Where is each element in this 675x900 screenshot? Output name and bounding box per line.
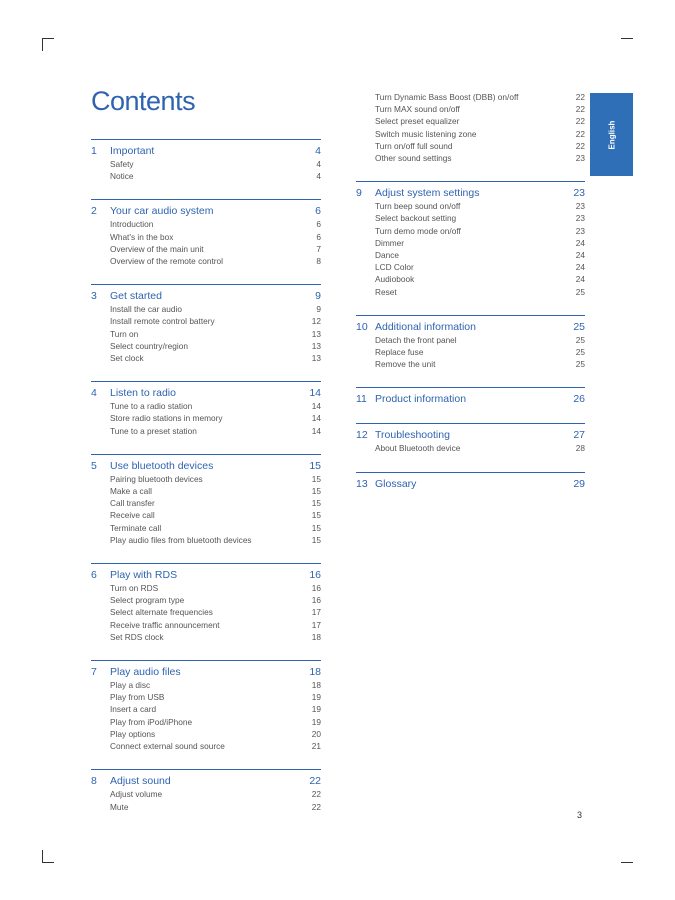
- toc-entry[interactable]: [356, 128, 585, 140]
- toc-entry[interactable]: [91, 631, 321, 643]
- toc-left-column: [91, 139, 321, 830]
- toc-entry-label: Audiobook: [375, 274, 415, 285]
- page-number: 3: [577, 810, 583, 820]
- toc-entry-page: 25: [575, 347, 585, 358]
- toc-entry-label: Call transfer: [110, 498, 155, 509]
- toc-entry-label: Insert a card: [110, 704, 157, 715]
- toc-section-title: Additional information: [375, 320, 476, 333]
- toc-section-number: 8: [91, 775, 97, 788]
- toc-section-title: Listen to radio: [110, 387, 176, 400]
- toc-section: [356, 387, 585, 406]
- toc-entry-page: 6: [316, 231, 321, 242]
- toc-section: [356, 181, 585, 298]
- toc-entry-page: 23: [575, 201, 585, 212]
- toc-entry[interactable]: [91, 788, 321, 800]
- toc-entry-label: Other sound settings: [375, 153, 452, 164]
- toc-entry-page: 22: [575, 128, 585, 139]
- toc-section-title: Use bluetooth devices: [110, 459, 214, 472]
- toc-entry-label: Mute: [110, 801, 129, 812]
- toc-entry-label: Play from iPod/iPhone: [110, 716, 193, 727]
- toc-entry-label: Select country/region: [110, 340, 188, 351]
- toc-entry-page: 21: [311, 741, 321, 752]
- toc-entry-page: 17: [311, 607, 321, 618]
- toc-section-number: 7: [91, 666, 97, 679]
- toc-entry[interactable]: [91, 340, 321, 352]
- toc-entry-page: 15: [311, 510, 321, 521]
- language-tab: [590, 93, 633, 176]
- toc-entry[interactable]: [91, 303, 321, 315]
- toc-entry-label: Introduction: [110, 219, 154, 230]
- toc-section: [91, 199, 321, 267]
- toc-entry-page: 18: [311, 680, 321, 691]
- toc-section-page: 18: [309, 666, 321, 679]
- toc-section-page: 25: [573, 320, 585, 333]
- toc-section-title: Adjust sound: [110, 775, 171, 788]
- toc-section-heading[interactable]: [91, 665, 321, 679]
- toc-section-title: Glossary: [375, 477, 417, 490]
- toc-entry-page: 19: [311, 716, 321, 727]
- toc-section: [91, 769, 321, 812]
- toc-entry-label: Select program type: [110, 595, 185, 606]
- toc-entry-page: 18: [311, 631, 321, 642]
- toc-entry[interactable]: [91, 170, 321, 182]
- toc-entry-page: 6: [316, 219, 321, 230]
- toc-entry[interactable]: [91, 231, 321, 243]
- toc-entry[interactable]: [356, 91, 585, 103]
- toc-entry-page: 22: [311, 801, 321, 812]
- toc-entry-label: Select backout setting: [375, 213, 457, 224]
- toc-entry[interactable]: [91, 315, 321, 327]
- toc-entry[interactable]: [91, 400, 321, 412]
- toc-entry-page: 22: [311, 789, 321, 800]
- toc-section: [356, 315, 585, 371]
- toc-entry[interactable]: [91, 740, 321, 752]
- toc-section-number: 4: [91, 387, 97, 400]
- toc-section: [91, 381, 321, 437]
- toc-entry-page: 7: [316, 243, 321, 254]
- toc-section-heading[interactable]: [91, 459, 321, 473]
- toc-section-page: 9: [315, 290, 321, 303]
- toc-entry[interactable]: [356, 334, 585, 346]
- toc-entry[interactable]: [356, 200, 585, 212]
- toc-section: [356, 472, 585, 491]
- toc-section-heading[interactable]: [356, 320, 585, 334]
- toc-entry-label: LCD Color: [375, 262, 414, 273]
- toc-entry-label: Install remote control battery: [110, 316, 215, 327]
- toc-section-title: Your car audio system: [110, 205, 214, 218]
- toc-entry-label: Detach the front panel: [375, 334, 457, 345]
- toc-section-number: 6: [91, 569, 97, 582]
- toc-section-page: 22: [309, 775, 321, 788]
- toc-entry-page: 14: [311, 425, 321, 436]
- toc-entry-page: 15: [311, 498, 321, 509]
- toc-entry-label: Tune to a preset station: [110, 425, 197, 436]
- toc-section-heading[interactable]: [356, 428, 585, 442]
- toc-section-page: 6: [315, 205, 321, 218]
- toc-entry[interactable]: [356, 286, 585, 298]
- toc-entry-page: 24: [575, 250, 585, 261]
- toc-entry-label: Select preset equalizer: [375, 116, 460, 127]
- toc-entry-label: Receive call: [110, 510, 155, 521]
- toc-entry[interactable]: [91, 679, 321, 691]
- toc-section-title: Adjust system settings: [375, 187, 480, 200]
- toc-section-title: Important: [110, 145, 155, 157]
- toc-section-number: 2: [91, 205, 97, 218]
- toc-entry-page: 14: [311, 401, 321, 412]
- toc-section-title: Troubleshooting: [375, 429, 450, 442]
- toc-entry[interactable]: [356, 358, 585, 370]
- toc-entry[interactable]: [91, 255, 321, 267]
- toc-entry-label: What's in the box: [110, 231, 174, 242]
- toc-section-heading[interactable]: [91, 289, 321, 303]
- toc-entry-page: 13: [311, 353, 321, 364]
- toc-entry-label: Select alternate frequencies: [110, 607, 213, 618]
- toc-entry-label: Connect external sound source: [110, 741, 225, 752]
- toc-entry[interactable]: [91, 243, 321, 255]
- toc-entry-page: 25: [575, 334, 585, 345]
- toc-entry-page: 17: [311, 619, 321, 630]
- toc-section-heading[interactable]: [356, 477, 585, 491]
- toc-section: [356, 423, 585, 454]
- toc-entry[interactable]: [356, 115, 585, 127]
- toc-entry[interactable]: [356, 261, 585, 273]
- toc-entry[interactable]: [356, 442, 585, 454]
- toc-section-page: 4: [315, 145, 321, 157]
- toc-section-page: 14: [309, 387, 321, 400]
- toc-entry[interactable]: [91, 728, 321, 740]
- crop-mark: [42, 862, 54, 863]
- toc-entry-label: Turn MAX sound on/off: [375, 104, 460, 115]
- toc-entry[interactable]: [91, 606, 321, 618]
- toc-entry-page: 23: [575, 213, 585, 224]
- toc-entry-page: 22: [575, 104, 585, 115]
- toc-entry-page: 12: [311, 316, 321, 327]
- toc-entry-page: 14: [311, 413, 321, 424]
- toc-entry-label: About Bluetooth device: [375, 443, 461, 454]
- toc-entry-label: Replace fuse: [375, 347, 424, 358]
- toc-entry-label: Store radio stations in memory: [110, 413, 223, 424]
- toc-entry-page: 16: [311, 595, 321, 606]
- toc-entry-label: Make a call: [110, 486, 152, 497]
- toc-entry-page: 15: [311, 534, 321, 545]
- toc-entry-label: Turn on: [110, 328, 139, 339]
- toc-section-heading[interactable]: [91, 386, 321, 400]
- toc-entry[interactable]: [91, 425, 321, 437]
- toc-entry[interactable]: [356, 225, 585, 237]
- toc-section-number: 12: [356, 429, 368, 442]
- toc-entry-label: Tune to a radio station: [110, 401, 193, 412]
- toc-entry-label: Overview of the main unit: [110, 243, 204, 254]
- toc-entry-page: 24: [575, 262, 585, 273]
- toc-entry-page: 15: [311, 486, 321, 497]
- crop-mark: [42, 38, 43, 51]
- toc-entry[interactable]: [91, 328, 321, 340]
- toc-entry-label: Play audio files from bluetooth devices: [110, 534, 252, 545]
- toc-entry-label: Remove the unit: [375, 359, 436, 370]
- toc-entry-page: 19: [311, 704, 321, 715]
- toc-entry[interactable]: [91, 594, 321, 606]
- toc-entry-label: Reset: [375, 286, 397, 297]
- crop-mark: [42, 38, 54, 39]
- toc-entry[interactable]: [356, 103, 585, 115]
- toc-entry-page: 24: [575, 274, 585, 285]
- toc-entry-label: Install the car audio: [110, 304, 182, 315]
- toc-entry[interactable]: [91, 619, 321, 631]
- crop-mark: [621, 862, 633, 863]
- toc-section-heading[interactable]: [91, 144, 321, 158]
- toc-section-heading[interactable]: [91, 568, 321, 582]
- toc-entry[interactable]: [356, 273, 585, 285]
- toc-section-page: 27: [573, 429, 585, 442]
- toc-section-title: Play with RDS: [110, 569, 178, 582]
- toc-entry-label: Turn Dynamic Bass Boost (DBB) on/off: [375, 92, 519, 102]
- toc-entry-page: 22: [575, 140, 585, 151]
- toc-entry[interactable]: [91, 509, 321, 521]
- toc-entry[interactable]: [356, 346, 585, 358]
- toc-entry-label: Receive traffic announcement: [110, 619, 220, 630]
- toc-entry-page: 19: [311, 692, 321, 703]
- toc-entry-label: Pairing bluetooth devices: [110, 473, 203, 484]
- toc-entry-page: 28: [575, 443, 585, 454]
- toc-entry[interactable]: [91, 218, 321, 230]
- toc-entry-label: Terminate call: [110, 522, 162, 533]
- toc-section-number: 3: [91, 290, 97, 303]
- toc-entry[interactable]: [356, 249, 585, 261]
- toc-entry[interactable]: [91, 703, 321, 715]
- toc-entry-page: 24: [575, 237, 585, 248]
- toc-entry[interactable]: [91, 158, 321, 170]
- toc-entry[interactable]: [91, 716, 321, 728]
- toc-entry-label: Dance: [375, 250, 399, 261]
- toc-section: [91, 563, 321, 643]
- toc-entry[interactable]: [91, 473, 321, 485]
- toc-section-page: 16: [309, 569, 321, 582]
- toc-section-heading[interactable]: [91, 204, 321, 218]
- toc-entry-page: 13: [311, 328, 321, 339]
- toc-section-number: 9: [356, 187, 362, 200]
- toc-section: [91, 454, 321, 546]
- toc-entry-label: Turn on RDS: [110, 583, 159, 594]
- toc-section-number: 1: [91, 145, 97, 157]
- toc-section-continued: [356, 91, 585, 164]
- toc-entry-page: 25: [575, 359, 585, 370]
- toc-section: [91, 284, 321, 364]
- toc-entry-page: 22: [575, 116, 585, 127]
- toc-section-number: 5: [91, 459, 97, 472]
- toc-section: [91, 660, 321, 752]
- toc-section-heading[interactable]: [356, 392, 585, 406]
- toc-section-page: 29: [573, 477, 585, 490]
- toc-entry-page: 23: [575, 153, 585, 164]
- toc-entry[interactable]: [356, 140, 585, 152]
- toc-entry-label: Play from USB: [110, 692, 165, 703]
- toc-entry[interactable]: [91, 534, 321, 546]
- toc-entry-page: 9: [316, 304, 321, 315]
- toc-section-page: 23: [573, 187, 585, 200]
- toc-entry-label: Set clock: [110, 353, 144, 364]
- toc-entry-label: Switch music listening zone: [375, 128, 477, 139]
- toc-entry-label: Set RDS clock: [110, 631, 164, 642]
- page-title: Contents: [91, 86, 196, 116]
- toc-section-page: 26: [573, 393, 585, 406]
- toc-section-number: 10: [356, 320, 368, 333]
- toc-section-number: 13: [356, 477, 368, 490]
- toc-entry-page: 8: [316, 256, 321, 267]
- toc-section-page: 15: [309, 459, 321, 472]
- toc-section-title: Play audio files: [110, 666, 181, 679]
- toc-section: [91, 139, 321, 182]
- toc-entry-label: Notice: [110, 171, 134, 182]
- toc-entry-page: 4: [316, 159, 321, 169]
- language-tab-label: English: [607, 120, 616, 149]
- toc-entry-label: Play a disc: [110, 680, 151, 691]
- toc-entry-page: 20: [311, 728, 321, 739]
- toc-section-heading[interactable]: [91, 774, 321, 788]
- toc-entry-label: Adjust volume: [110, 789, 163, 800]
- toc-entry-label: Dimmer: [375, 237, 405, 248]
- toc-entry[interactable]: [91, 801, 321, 813]
- toc-entry[interactable]: [91, 522, 321, 534]
- toc-entry[interactable]: [91, 485, 321, 497]
- toc-section-title: Get started: [110, 290, 162, 303]
- toc-entry-label: Overview of the remote control: [110, 256, 223, 267]
- toc-entry[interactable]: [91, 582, 321, 594]
- toc-entry[interactable]: [91, 412, 321, 424]
- toc-entry[interactable]: [356, 152, 585, 164]
- toc-entry-page: 16: [311, 583, 321, 594]
- toc-entry-label: Turn on/off full sound: [375, 140, 453, 151]
- toc-section-number: 11: [356, 393, 367, 406]
- toc-section-heading[interactable]: [356, 186, 585, 200]
- toc-entry-page: 13: [311, 340, 321, 351]
- toc-entry[interactable]: [356, 212, 585, 224]
- toc-section-title: Product information: [375, 393, 467, 406]
- toc-entry-page: 23: [575, 225, 585, 236]
- toc-entry-page: 15: [311, 522, 321, 533]
- toc-entry[interactable]: [91, 691, 321, 703]
- toc-entry-page: 25: [575, 286, 585, 297]
- toc-entry-label: Safety: [110, 159, 134, 169]
- toc-entry-label: Play options: [110, 728, 156, 739]
- crop-mark: [621, 38, 633, 39]
- toc-entry-page: 4: [316, 171, 321, 182]
- toc-entry-label: Turn demo mode on/off: [375, 225, 461, 236]
- toc-entry[interactable]: [356, 237, 585, 249]
- toc-entry-page: 22: [575, 92, 585, 102]
- toc-entry-label: Turn beep sound on/off: [375, 201, 461, 212]
- toc-entry[interactable]: [91, 352, 321, 364]
- toc-right-column: [356, 91, 585, 508]
- toc-entry[interactable]: [91, 497, 321, 509]
- toc-entry-page: 15: [311, 473, 321, 484]
